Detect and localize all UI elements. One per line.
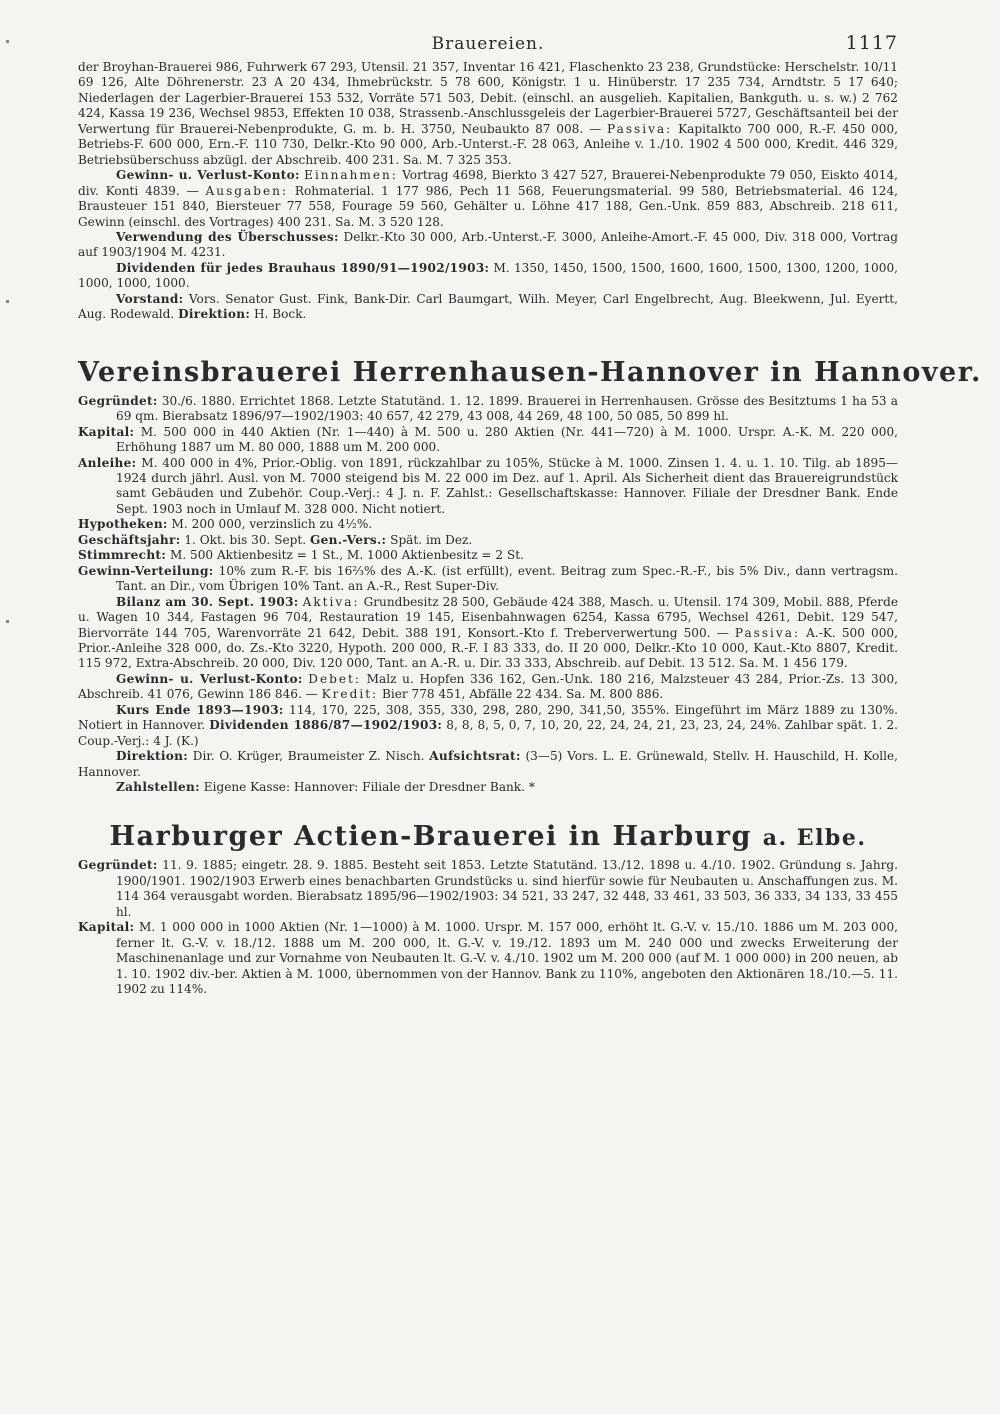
gegruendet-paragraph: Gegründet: 30./6. 1880. Errichtet 1868. Letzte Statutänd. 1. 12. 1899. Brauerei in Herrenhausen. Grösse des Besitztums 1 ha 53 a 69 qm. Bierabsatz 1896/97—1902/1903: 40 657, 42 279, 43 008, 44 269, 48 100, 50 085, 50 899 hl.: [78, 393, 898, 424]
harburg-gegruendet-paragraph: Gegründet: 11. 9. 1885; eingetr. 28. 9. 1885. Besteht seit 1853. Letzte Statutänd. 13./12. 1898 u. 4./10. 1902. Gründung s. Jahrg. 1900/1901. 1902/1903 Erwerb eines benachbarten Grundstücks u. sind hierfür sowie für Neubauten u. Anschaffungen zus. M. 114 364 verausgabt worden. Bierabsatz 1895/96—1902/1903: 34 521, 33 247, 32 448, 33 461, 33 503, 36 333, 34 133, 33 455 hl.: [78, 858, 898, 919]
hypotheken-paragraph: Hypotheken: M. 200 000, verzinslich zu 4½%.: [78, 517, 373, 532]
gewinn-verlust-konto-paragraph: Gewinn- u. Verlust-Konto: Debet: Malz u. Hopfen 336 162, Gen.-Unk. 180 216, Malzsteuer 43 284, Prior.-Zs. 13 300, Abschreib. 41 076, Gewinn 186 846. — Kredit: Bier 778 451, Abfälle 22 434. Sa. M. 800 886.: [78, 671, 898, 702]
kapital-paragraph: Kapital: M. 500 000 in 440 Aktien (Nr. 1—440) à M. 500 u. 280 Aktien (Nr. 441—720) à M. 1000. Urspr. A.-K. M. 220 000, Erhöhung 1887 um M. 80 000, 1888 um M. 200 000.: [78, 424, 898, 455]
gewinn-verteilung-paragraph: Gewinn-Verteilung: 10% zum R.-F. bis 16⅔% des A.-K. (ist erfüllt), event. Beitrag zum Spec.-R.-F., bis 5% Div., dann vertragsm. Tant. an Dir., vom Übrigen 10% Tant. an A.-R., Rest Super-Div.: [78, 563, 898, 594]
running-header: [78, 30, 898, 60]
section-harburger: [78, 858, 898, 997]
entry-heading-vereinsbrauerei: Vereinsbrauerei Herrenhausen-Hannover in Hannover.: [78, 356, 982, 388]
harburg-kapital-paragraph: Kapital: M. 1 000 000 in 1000 Aktien (Nr. 1—1000) à M. 1000. Urspr. M. 157 000, erhöht lt. G.-V. v. 15./10. 1886 um M. 203 000, ferner lt. G.-V. v. 18./12. 1888 um M. 200 000, lt. G.-V. v. 19./12. 1893 um M. 240 000 und zwecks Erweiterung der Maschinenanlage und zur Vornahme von Neubauten lt. G.-V. v. 4./10. 1902 um M. 200 000 (auf M. 1 000 000) in 200 neuen, ab 1. 10. 1902 div.-ber. Aktien à M. 1000, übernommen von der Hannov. Bank zu 110%, angeboten den Aktionären 18./10.—5. 11. 1902 zu 114%.: [78, 920, 898, 997]
stimmrecht-paragraph: Stimmrecht: M. 500 Aktienbesitz = 1 St., M. 1000 Aktienbesitz = 2 St.: [78, 548, 524, 563]
scan-edge-mark: [6, 40, 9, 43]
anleihe-paragraph: Anleihe: M. 400 000 in 4%, Prior.-Oblig. von 1891, rückzahlbar zu 105%, Stücke à M. 1000. Zinsen 1. 4. u. 1. 10. Tilg. ab 1895—1924 durch jährl. Ausl. von M. 7000 steigend bis M. 22 000 im Dez. auf 1. April. Als Sicherheit dient das Brauereigrundstück samt Gebäuden und Zubehör. Coup.-Verj.: 4 J. n. F. Zahlst.: Gesellschaftskasse: Hannover. Filiale der Dresdner Bank. Ende Sept. 1903 noch in Umlauf M. 328 000. Nicht notiert.: [78, 455, 898, 516]
direktion-label: Direktion:: [178, 307, 251, 322]
page-number: 1117: [845, 32, 898, 54]
verwendung-paragraph: Verwendung des Überschusses: Delkr.-Kto 30 000, Arb.-Unterst.-F. 3000, Anleihe-Amort.-F. 45 000, Div. 318 000, Vortrag auf 1903/1904 M. 4231.: [78, 229, 898, 260]
scan-edge-mark: [6, 300, 9, 303]
gewinn-verlust-label: Gewinn- u. Verlust-Konto:: [116, 168, 300, 183]
kurs-dividenden-paragraph: Kurs Ende 1893—1903: 114, 170, 225, 308, 355, 330, 298, 280, 290, 341,50, 355%. Eingeführt im März 1889 zu 130%. Notiert in Hannover. Dividenden 1886/87—1902/1903: 8, 8, 8, 5, 0, 7, 10, 20, 22, 24, 24, 21, 23, 23, 24, 24%. Zahlbar spät. 1. 2. Coup.-Verj.: 4 J. (K.): [78, 702, 898, 748]
vorstand-paragraph: Vorstand: Vors. Senator Gust. Fink, Bank-Dir. Carl Baumgart, Wilh. Meyer, Carl Engelbrecht, Aug. Bleekwenn, Jul. Eyertt, Aug. Rodewald. Direktion: H. Bock.: [78, 291, 898, 322]
section-vereinsbrauerei: [78, 394, 898, 796]
passiva-label: Passiva:: [607, 121, 673, 136]
dividenden-label: Dividenden für jedes Brauhaus 1890/91—1902/1903:: [116, 260, 490, 275]
vorstand-label: Vorstand:: [116, 291, 184, 306]
running-title: Brauereien.: [431, 34, 545, 54]
document-page: [78, 30, 982, 998]
bilanz-paragraph: Bilanz am 30. Sept. 1903: Aktiva: Grundbesitz 28 500, Gebäude 424 388, Masch. u. Utensil. 174 309, Mobil. 888, Pferde u. Wagen 10 344, Fastagen 96 704, Restauration 19 145, Eisenbahnwagen 6254, Kassa 6795, Wechsel 4261, Debit. 129 547, Biervorräte 144 705, Warenvorräte 21 642, Debit. 388 191, Konsort.-Kto f. Treberverwertung 500. — Passiva: A.-K. 500 000, Prior.-Anleihe 328 000, do. Zs.-Kto 3220, Hypoth. 200 000, R.-F. I 83 333, do. II 20 000, Delkr.-Kto 10 000, Kaut.-Kto 8807, Kredit. 115 972, Extra-Abschreib. 20 000, Div. 120 000, Tant. an A.-R. u. Dir. 33 333, Abschreib. auf Debit. 13 512. Sa. M. 1 456 179.: [78, 594, 898, 671]
scan-edge-mark: [6, 620, 9, 623]
entry-heading-harburger: Harburger Actien-Brauerei in Harburg a. Elbe.: [109, 821, 867, 853]
gewinn-verlust-paragraph: Gewinn- u. Verlust-Konto: Einnahmen: Vortrag 4698, Bierkto 3 427 527, Brauerei-Nebenprodukte 79 050, Eiskto 4014, div. Konti 4839. — Ausgaben: Rohmaterial. 1 177 986, Pech 11 568, Feuerungsmaterial. 99 580, Betriebsmaterial. 46 124, Brausteuer 151 840, Biersteuer 77 558, Fourage 59 560, Gehälter u. Löhne 417 188, Gen.-Unk. 859 883, Abschreib. 218 611, Gewinn (einschl. des Vortrages) 400 231. Sa. M. 3 520 128.: [78, 168, 898, 229]
verwendung-label: Verwendung des Überschusses:: [116, 229, 339, 244]
section-broyhan-continuation: [78, 60, 898, 323]
bilanz-continuation: der Broyhan-Brauerei 986, Fuhrwerk 67 293, Utensil. 21 357, Inventar 16 421, Flaschenkto 23 238, Grundstücke: Herschelstr. 10/11 69 126, Alte Döhrenerstr. 23 A 20 434, Ihmebrückstr. 5 78 600, Königstr. 1 u. Hinüberstr. 17 235 734, Arndtstr. 5 17 640; Niederlagen der Lagerbier-Brauerei 153 532, Vorräte 571 503, Debit. (einschl. an ausgelieh. Kapitalien, Bankguth. u. s. w.) 2 762 424, Kassa 19 236, Wechsel 9853, Effekten 10 038, Strassenb.-Anschlussgeleis der Lagerbier-Brauerei 5727, Geschäftsanteil bei der Verwertung für Brauerei-Nebenprodukte, G. m. b. H. 3750, Neubaukto 87 008. — Passiva: Kapitalkto 700 000, R.-F. 450 000, Betriebs-F. 600 000, Ern.-F. 110 730, Delkr.-Kto 90 000, Arb.-Unterst.-F. 28 063, Anleihe v. 1./10. 1902 4 500 000, Kredit. 446 329, Betriebsüberschuss abzügl. der Abschreib. 400 231. Sa. M. 7 325 353.: [78, 60, 898, 167]
zahlstellen-paragraph: Zahlstellen: Eigene Kasse: Hannover: Filiale der Dresdner Bank. *: [116, 780, 535, 795]
geschaeftsjahr-paragraph: Geschäftsjahr: 1. Okt. bis 30. Sept. Gen.-Vers.: Spät. im Dez.: [78, 532, 473, 547]
dividenden-paragraph: Dividenden für jedes Brauhaus 1890/91—1902/1903: M. 1350, 1450, 1500, 1500, 1600, 1600, 1500, 1300, 1200, 1000, 1000, 1000, 1000.: [78, 260, 898, 291]
direktion-aufsichtsrat-paragraph: Direktion: Dir. O. Krüger, Braumeister Z. Nisch. Aufsichtsrat: (3—5) Vors. L. E. Grünewald, Stellv. H. Hauschild, H. Kolle, Hannover.: [78, 749, 898, 779]
